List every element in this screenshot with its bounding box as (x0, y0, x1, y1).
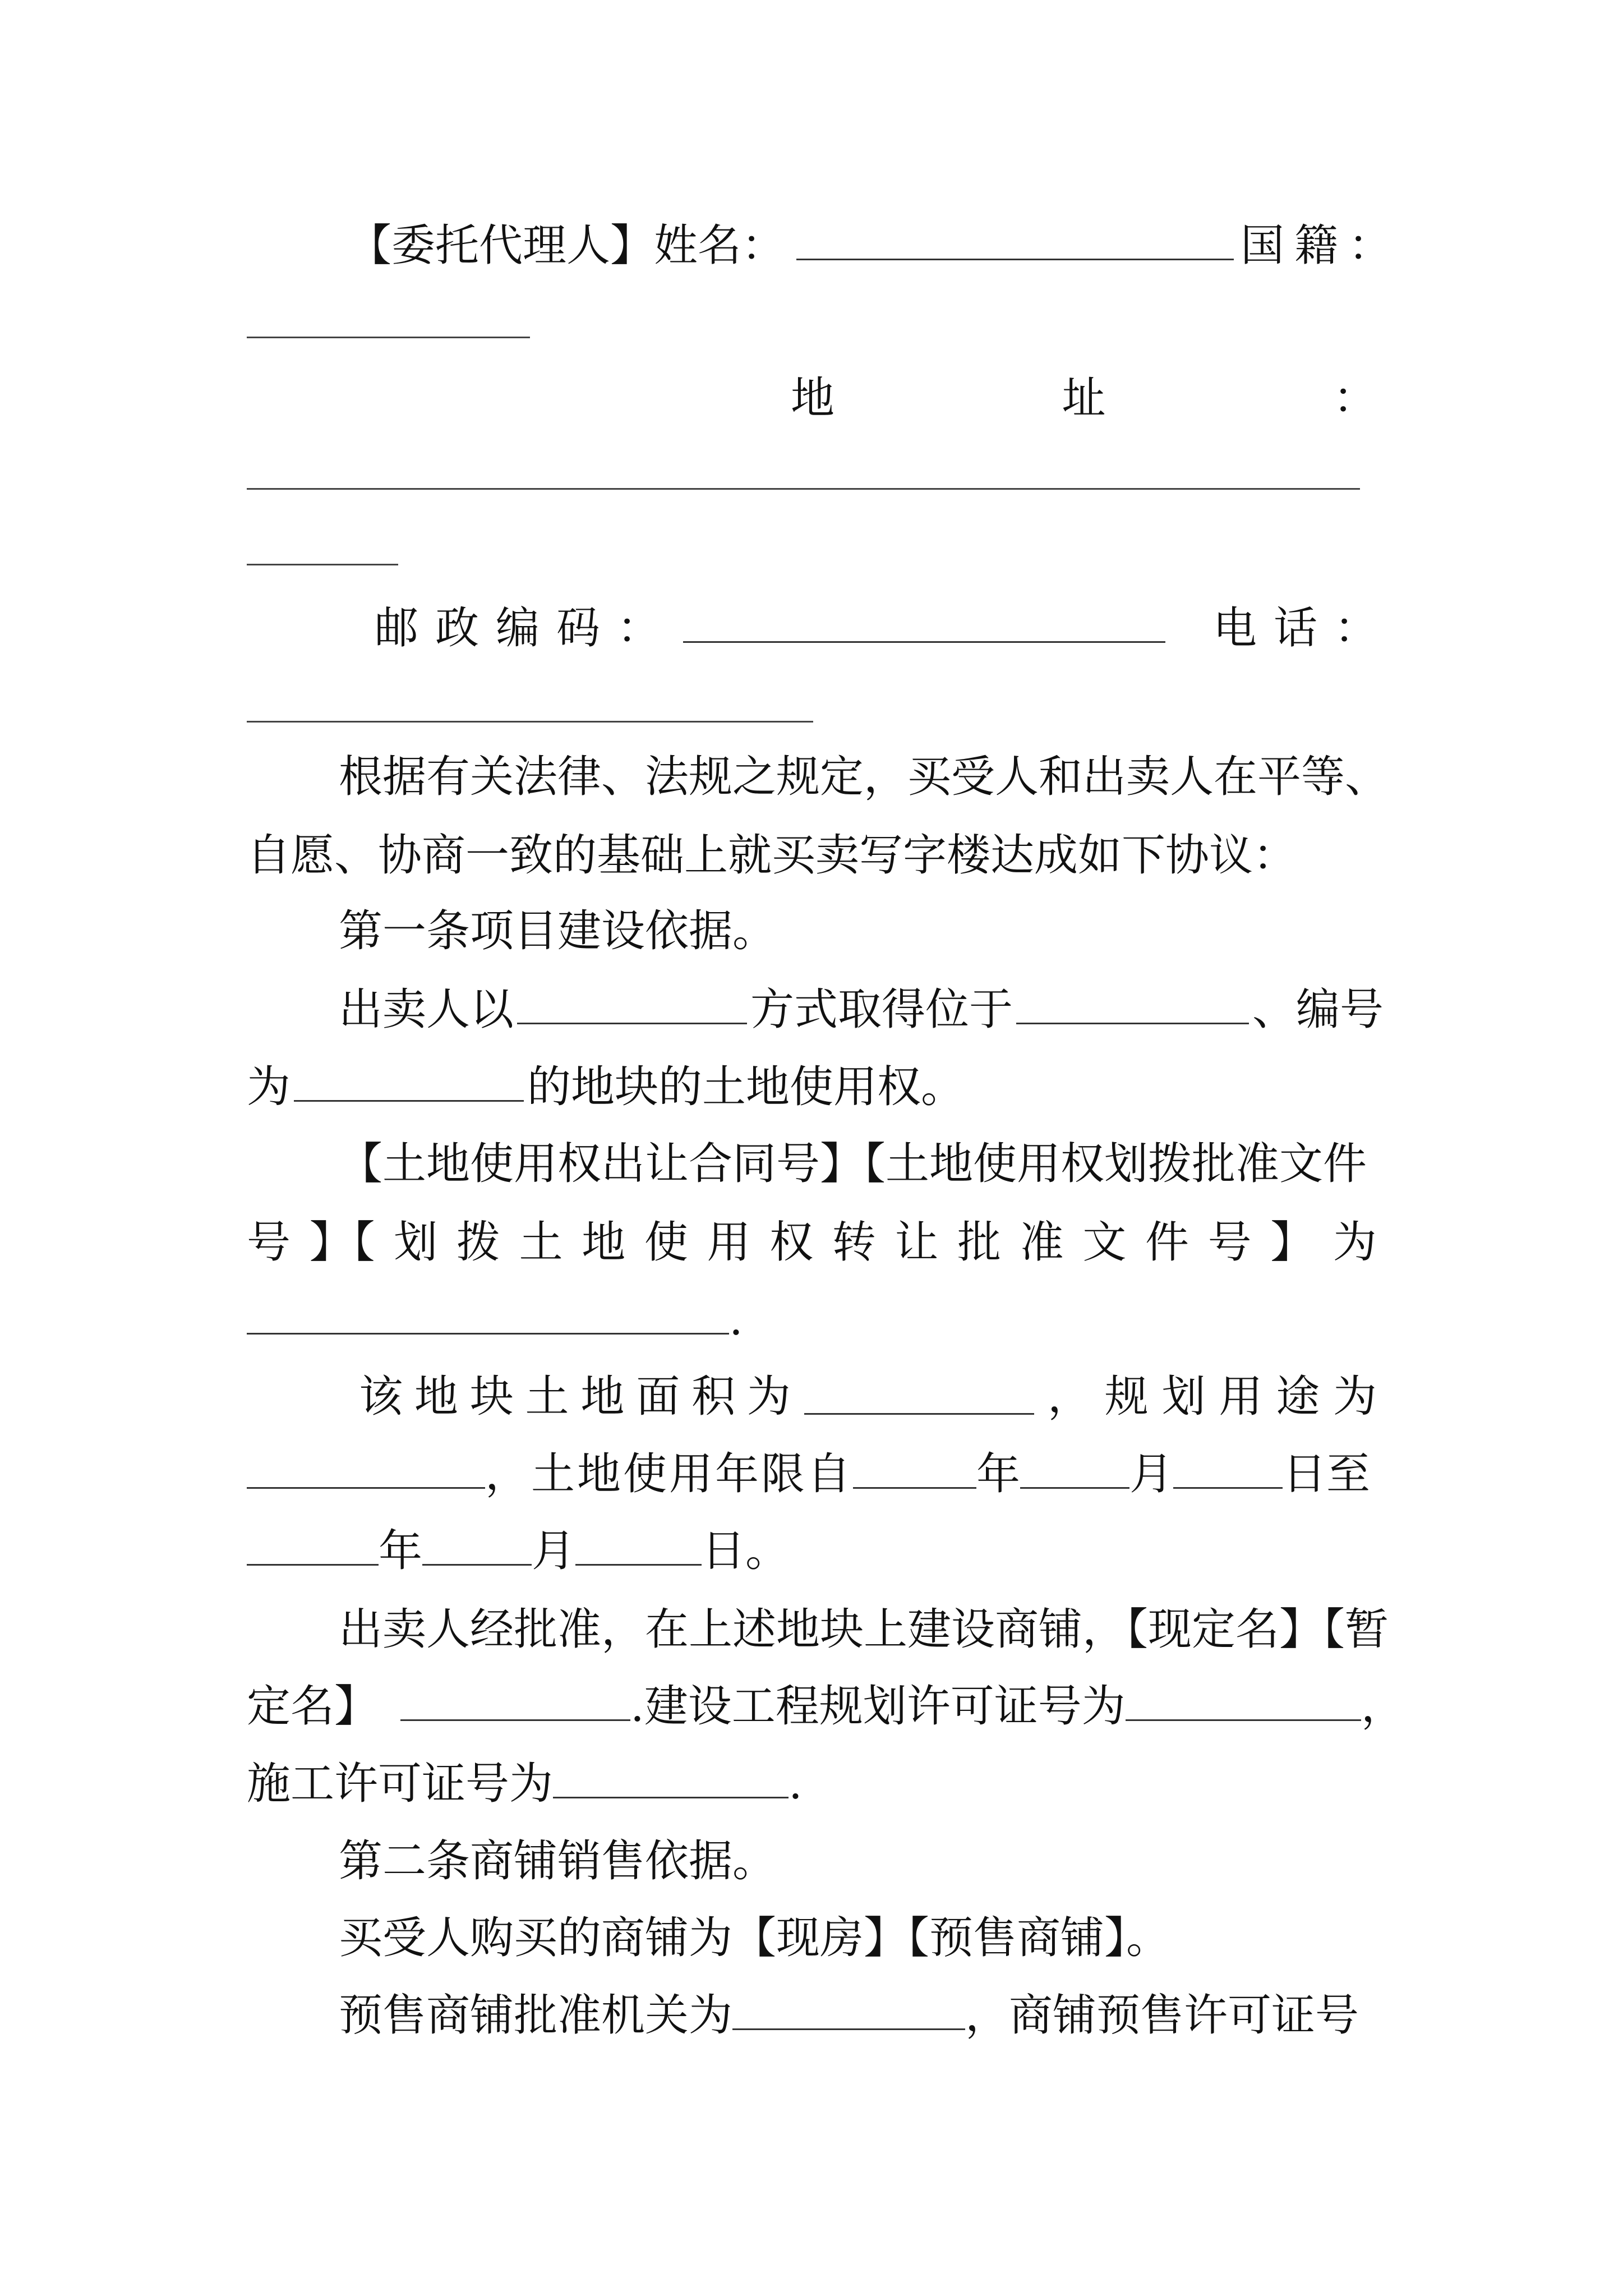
land-text-d: 为 (247, 1062, 291, 1112)
cert-char: 划 (394, 1217, 438, 1268)
cert-line-3 (247, 1281, 1377, 1359)
cert-char: 用 (707, 1217, 751, 1268)
cert-char: 文 (1082, 1217, 1127, 1268)
nationality-blank[interactable] (247, 337, 530, 338)
address-colon: ： (1332, 373, 1377, 424)
address-label-a: 地 (791, 373, 835, 424)
area-char: 用 (1219, 1372, 1263, 1422)
area-char: 面 (636, 1372, 680, 1422)
land-area-blank[interactable] (804, 1379, 1034, 1415)
build-line-1: 出卖人经批准，在上述地块上建设商铺，【现定名】【暂 (339, 1604, 1389, 1655)
postcode-blank[interactable] (683, 608, 1165, 643)
presale-line (339, 1976, 1377, 2055)
area-char: 为 (746, 1372, 791, 1422)
start-month-blank[interactable] (1020, 1453, 1129, 1489)
cert-char: 】 (1270, 1217, 1315, 1268)
land-number-blank[interactable] (294, 1066, 524, 1102)
area-char: 积 (691, 1372, 736, 1422)
article-2-title: 第二条商铺销售依据。 (339, 1836, 777, 1887)
postcode-line (375, 589, 1395, 668)
agent-name-label: 【委托代理人】姓名： (348, 220, 786, 271)
building-name-blank[interactable] (400, 1686, 630, 1721)
land-text-a: 出卖人以 (339, 984, 514, 1035)
intro-line-2: 自愿、协商一致的基础上就买卖写字楼达成如下协议： (247, 830, 1297, 881)
cert-char: 转 (832, 1217, 876, 1268)
cert-char: 为 (1332, 1217, 1377, 1268)
build-line-2 (247, 1667, 1405, 1746)
area-char: 块 (469, 1372, 514, 1422)
day-label: 日。 (702, 1526, 790, 1576)
month-label: 月 (1129, 1449, 1174, 1499)
area-line-3 (247, 1512, 1377, 1590)
area-text: ，土地使用年限自 (485, 1449, 854, 1499)
start-day-blank[interactable] (1173, 1453, 1283, 1489)
postcode-label: 邮政编码： (375, 603, 678, 654)
address-blank-2[interactable] (247, 564, 398, 565)
planning-permit-blank[interactable] (1126, 1686, 1361, 1721)
cert-char: 准 (1020, 1217, 1064, 1268)
end-day-blank[interactable] (575, 1530, 702, 1566)
area-line-1 (359, 1358, 1377, 1436)
address-label-b: 址 (1062, 373, 1106, 424)
nationality-label: 国籍： (1241, 220, 1403, 271)
cert-char: 地 (582, 1217, 626, 1268)
end-year-blank[interactable] (247, 1530, 379, 1566)
buyer-line: 买受人购买的商铺为【现房】【预售商铺】。 (339, 1913, 1170, 1963)
land-method-blank[interactable] (517, 989, 747, 1024)
build-text-b: .建设工程规划许可证号为 (630, 1681, 1126, 1732)
start-year-blank[interactable] (853, 1453, 976, 1489)
land-text-e: 的地块的土地使用权。 (527, 1062, 965, 1112)
cert-char: 让 (895, 1217, 939, 1268)
area-char: 该 (359, 1372, 403, 1422)
area-char: 为 (1332, 1372, 1377, 1422)
cert-char: 号 (247, 1217, 291, 1268)
area-char: 地 (580, 1372, 625, 1422)
phone-blank[interactable] (247, 721, 813, 723)
build-text-a: 定名】 (247, 1681, 379, 1732)
land-use-blank[interactable] (247, 1453, 485, 1489)
cert-char: 】【 (309, 1217, 375, 1268)
area-char: ， (1048, 1372, 1092, 1422)
agent-name-blank[interactable] (796, 225, 1234, 260)
address-blank-1[interactable] (247, 488, 1360, 490)
end-month-blank[interactable] (422, 1530, 532, 1566)
build-line-3 (247, 1745, 1377, 1823)
cert-char: 批 (957, 1217, 1002, 1268)
build-period: . (789, 1759, 803, 1809)
agent-name-line (348, 206, 1403, 285)
area-char: 规 (1104, 1372, 1149, 1422)
year-label: 年 (976, 1449, 1021, 1499)
phone-label: 电话： (1213, 603, 1395, 654)
area-char: 途 (1276, 1372, 1320, 1422)
cert-char: 土 (519, 1217, 563, 1268)
article-1-title: 第一条项目建设依据。 (339, 906, 777, 956)
cert-char: 使 (644, 1217, 688, 1268)
address-line (791, 359, 1377, 438)
construction-permit-blank[interactable] (553, 1763, 789, 1798)
land-text-b: 方式取得位于 (750, 984, 1013, 1035)
year-label: 年 (379, 1526, 423, 1576)
build-text-c: ， (1361, 1681, 1405, 1732)
area-line-2 (247, 1435, 1377, 1513)
cert-char: 拨 (456, 1217, 500, 1268)
area-char: 土 (525, 1372, 569, 1422)
cert-line-2 (247, 1203, 1377, 1282)
day-label: 日至 (1283, 1449, 1371, 1499)
cert-char: 号 (1207, 1217, 1252, 1268)
cert-char: 权 (769, 1217, 814, 1268)
cert-line-1: 【土地使用权出让合同号】【土地使用权划拨批准文件 (339, 1139, 1367, 1189)
cert-period: . (729, 1295, 743, 1345)
land-location-blank[interactable] (1016, 989, 1249, 1024)
presale-text-b: ，商铺预售许可证号 (965, 1990, 1359, 2041)
presale-text-a: 预售商铺批准机关为 (339, 1990, 733, 2041)
presale-authority-blank[interactable] (732, 1995, 965, 2030)
land-text-c: 、编号 (1252, 984, 1384, 1035)
build-text-d: 施工许可证号为 (247, 1759, 554, 1809)
intro-line-1: 根据有关法律、法规之规定，买受人和出卖人在平等、 (339, 752, 1389, 802)
cert-char: 件 (1145, 1217, 1189, 1268)
area-char: 地 (414, 1372, 458, 1422)
month-label: 月 (532, 1526, 576, 1576)
land-line-2 (247, 1048, 1377, 1126)
land-line-1 (339, 970, 1384, 1049)
cert-number-blank[interactable] (247, 1299, 729, 1335)
area-char: 划 (1161, 1372, 1206, 1422)
